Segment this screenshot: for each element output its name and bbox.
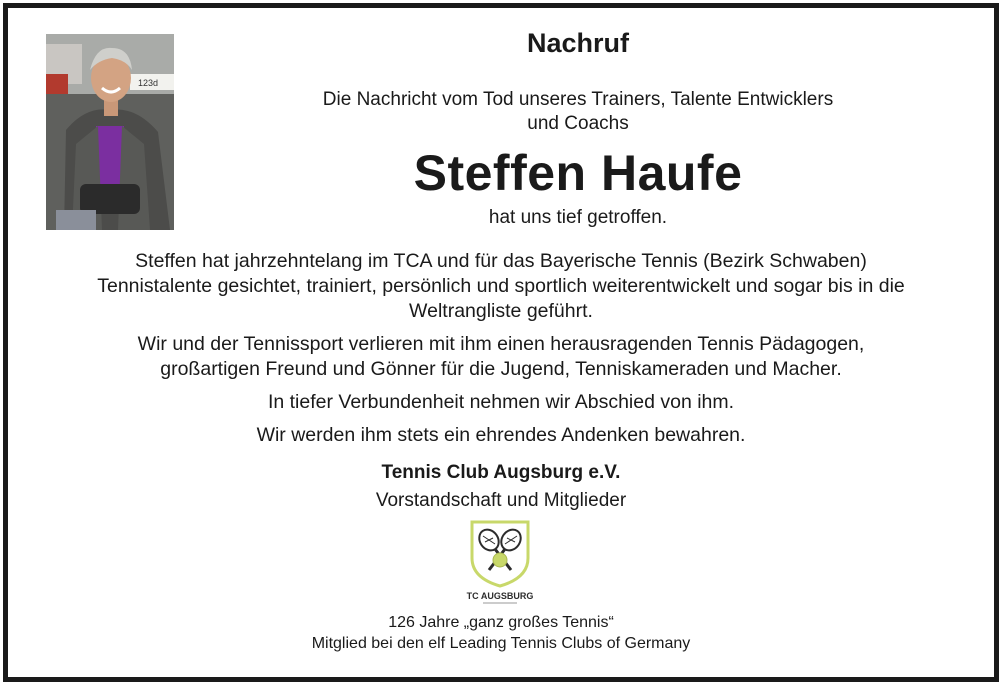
obituary-body [8,249,994,456]
text-line: Weltrangliste geführt. [409,300,593,322]
club-name: Tennis Club Augsburg e.V. [381,462,621,483]
page-title: Nachruf [526,28,629,58]
license-plate-text: 123d [138,78,159,88]
obituary-frame [3,3,999,682]
announcement-line: und Coachs [527,113,629,134]
announcement-text [128,88,1000,136]
footer [8,612,994,654]
club-board: Vorstandschaft und Mitglieder [375,490,627,511]
paragraph-1 [8,249,994,324]
text-line: großartigen Freund und Gönner für die Jugend, Tenniskameraden und Macher. [160,358,842,380]
club-logo [455,520,545,606]
paragraph-3: In tiefer Verbundenheit nehmen wir Abschied von ihm. [267,391,735,413]
paragraph-2 [8,332,994,382]
subline: hat uns tief getroffen. [488,207,668,228]
text-line: Steffen hat jahrzehntelang im TCA und für das Bayerische Tennis (Bezirk Schwaben) [135,250,867,272]
announcement-line: Die Nachricht vom Tod unseres Trainers, Talente Entwicklers [322,89,834,110]
text-line: Tennistalente gesichtet, trainiert, persönlich und sportlich weiterentwickelt und sogar bis in die [97,275,905,297]
paragraph-4: Wir werden ihm stets ein ehrendes Andenken bewahren. [256,424,746,446]
deceased-name: Steffen Haufe [413,145,743,201]
footer-line: Mitglied bei den elf Leading Tennis Clubs of Germany [311,635,691,652]
logo-text: TC AUGSBURG [466,591,534,601]
footer-line: 126 Jahre „ganz großes Tennis“ [388,614,614,631]
text-line: Wir und der Tennissport verlieren mit ihm einen herausragenden Tennis Pädagogen, [137,333,865,355]
crossed-rackets-icon [455,520,545,606]
